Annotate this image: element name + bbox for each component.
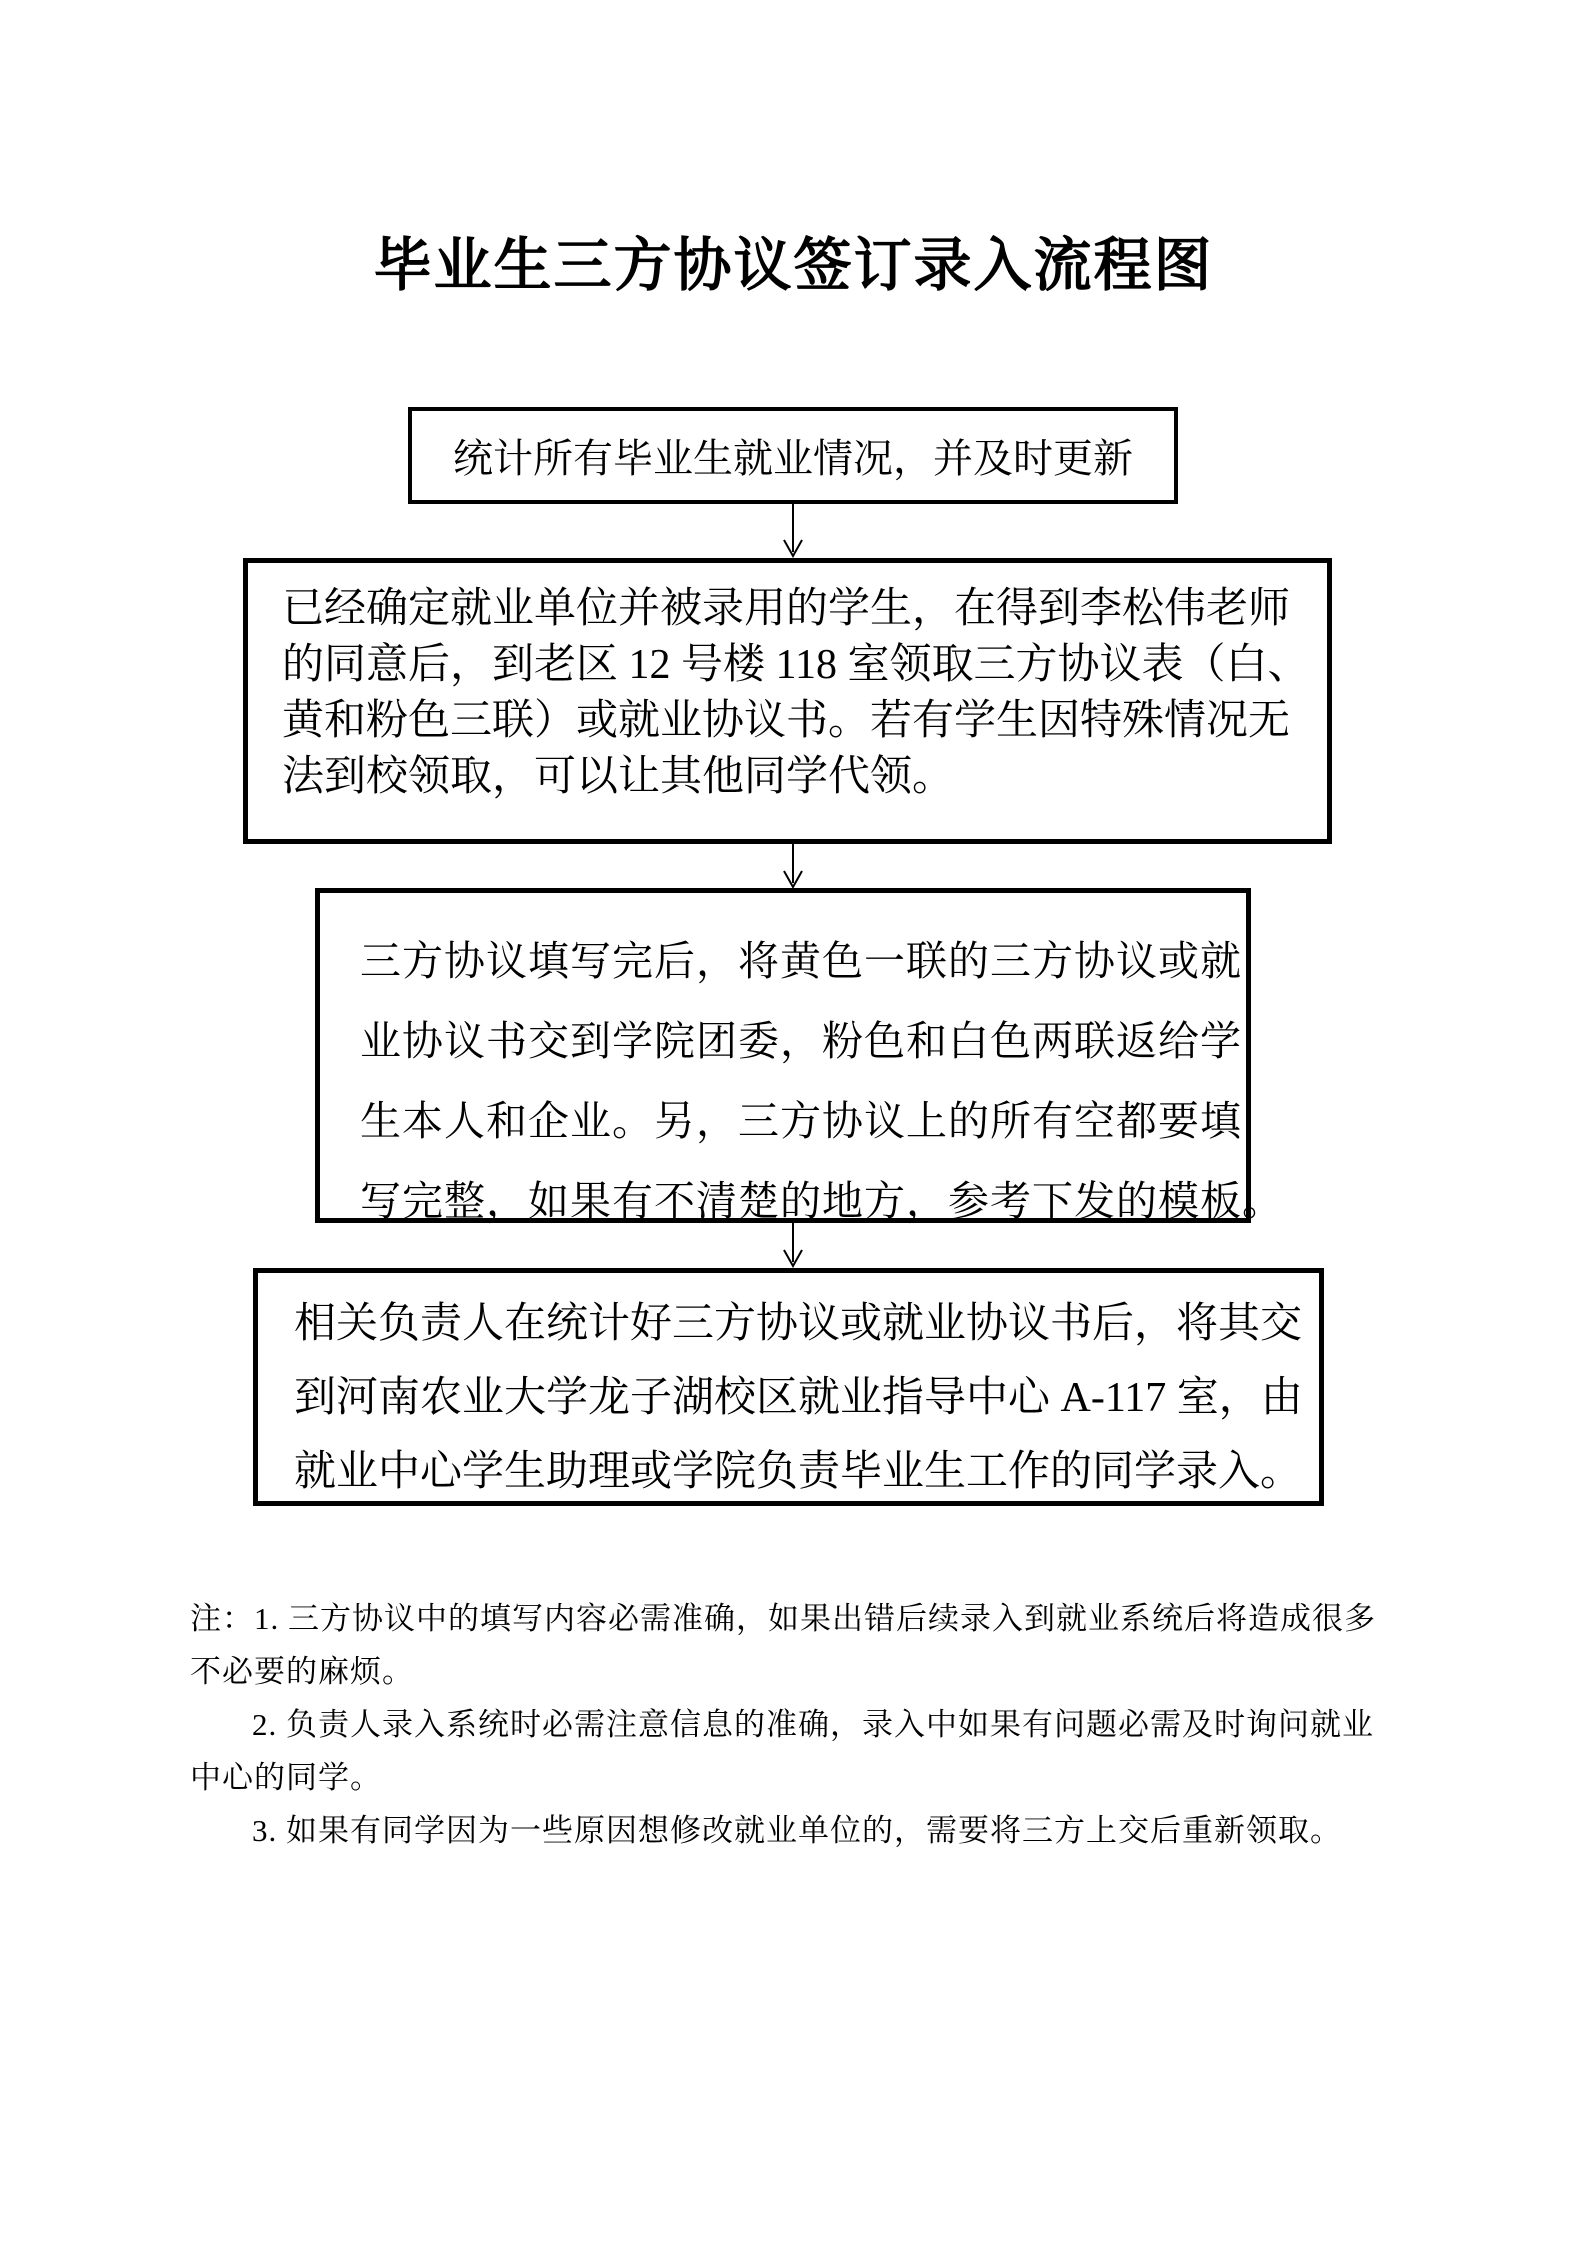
page-title: 毕业生三方协议签订录入流程图 (373, 233, 1214, 298)
flow-step-text-line: 黄和粉色三联）或就业协议书。若有学生因特殊情况无 (282, 698, 1291, 744)
flow-step-text-line: 已经确定就业单位并被录用的学生，在得到李松伟老师 (282, 586, 1291, 632)
flow-step-submit-yellow-copy (315, 888, 1284, 1224)
note-line: 3. 如果有同学因为一些原因想修改就业单位的，需要将三方上交后重新领取。 (252, 1813, 1342, 1848)
flow-step-statistics (408, 407, 1178, 504)
flow-step-text-line: 生本人和企业。另，三方协议上的所有空都要填 (360, 1098, 1242, 1144)
down-arrow-icon (779, 843, 807, 889)
down-arrow-icon (779, 502, 807, 558)
notes-section (190, 1592, 1470, 1857)
flow-step-text-line: 写完整，如果有不清楚的地方，参考下发的模板。 (360, 1178, 1284, 1224)
flow-step-pickup-agreement (243, 558, 1332, 844)
flow-step-text-line: 业协议书交到学院团委，粉色和白色两联返给学 (360, 1018, 1242, 1064)
down-arrow-icon (779, 1221, 807, 1268)
flow-step-entry-center (253, 1268, 1324, 1506)
flow-step-text-line: 相关负责人在统计好三方协议或就业协议书后，将其交 (294, 1301, 1303, 1347)
flow-step-text-line: 三方协议填写完后，将黄色一联的三方协议或就 (360, 938, 1242, 984)
note-line: 注：1. 三方协议中的填写内容必需准确，如果出错后续录入到就业系统后将造成很多 (190, 1601, 1376, 1636)
flow-step-text-line: 法到校领取，可以让其他同学代领。 (282, 754, 955, 800)
note-line: 不必要的麻烦。 (190, 1654, 414, 1689)
note-line: 2. 负责人录入系统时必需注意信息的准确，录入中如果有问题必需及时询问就业 (252, 1707, 1374, 1742)
flow-step-statistics-text: 统计所有毕业生就业情况，并及时更新 (453, 436, 1133, 481)
flow-step-text-line: 就业中心学生助理或学院负责毕业生工作的同学录入。 (294, 1449, 1303, 1495)
flow-step-text-line: 的同意后，到老区 12 号楼 118 室领取三方协议表（白、 (282, 642, 1310, 688)
flow-step-text-line: 到河南农业大学龙子湖校区就业指导中心 A-117 室，由 (294, 1375, 1303, 1421)
note-line: 中心的同学。 (190, 1760, 382, 1795)
